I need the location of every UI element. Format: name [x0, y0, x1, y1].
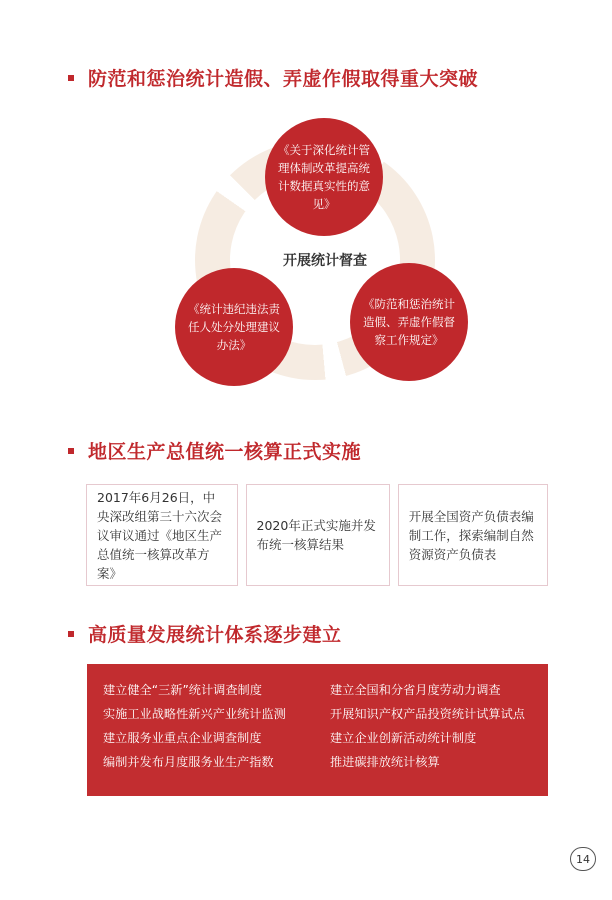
- list-item: 建立全国和分省月度劳动力调查: [330, 683, 501, 697]
- list-item: 开展知识产权产品投资统计试算试点: [330, 707, 525, 721]
- circle-opinion-text: 《关于深化统计管理体制改革提高统计数据真实性的意见》: [278, 143, 370, 211]
- supervision-diagram: [170, 118, 470, 388]
- section3-heading: [68, 620, 342, 647]
- list-item: 建立企业创新活动统计制度: [330, 731, 477, 745]
- info-box-text: 2020年正式实施并发布统一核算结果: [256, 518, 376, 552]
- info-box-reform-plan: [86, 484, 238, 586]
- heading-bullet-icon: [68, 631, 74, 637]
- diagram-center-label: 开展统计督查: [283, 253, 367, 269]
- section1-heading: [68, 64, 478, 91]
- info-box-text: 开展全国资产负债表编制工作，探索编制自然资源资产负债表: [408, 508, 534, 562]
- panel-left-column: [103, 682, 330, 796]
- heading-bullet-icon: [68, 75, 74, 81]
- page-number: 14: [570, 847, 596, 871]
- circle-opinion-document: [265, 118, 383, 236]
- list-item: 推进碳排放统计核算: [330, 755, 440, 769]
- gdp-accounting-boxes: [86, 484, 548, 586]
- info-box-text: 2017年6月26日，中央深改组第三十六次会议审议通过《地区生产总值统一核算改革方案》: [97, 489, 223, 581]
- circle-inspection-text: 《防范和惩治统计造假、弄虚作假督察工作规定》: [363, 297, 455, 347]
- section2-title: 地区生产总值统一核算正式实施: [88, 441, 362, 463]
- info-box-balance-sheet: [398, 484, 548, 586]
- list-item: 编制并发布月度服务业生产指数: [103, 755, 274, 769]
- circle-penalty-text: 《统计违纪违法责任人处分处理建议办法》: [188, 302, 280, 352]
- list-item: 建立健全“三新”统计调查制度: [103, 683, 262, 697]
- heading-bullet-icon: [68, 448, 74, 454]
- section3-title: 高质量发展统计体系逐步建立: [88, 624, 342, 646]
- circle-inspection-rules: [350, 263, 468, 381]
- statistics-system-panel: [87, 664, 548, 796]
- section1-title: 防范和惩治统计造假、弄虚作假取得重大突破: [88, 68, 479, 90]
- panel-right-column: [330, 682, 540, 796]
- circle-penalty-measures: [175, 268, 293, 386]
- list-item: 实施工业战略性新兴产业统计监测: [103, 707, 286, 721]
- section2-heading: [68, 437, 361, 464]
- info-box-implementation: [246, 484, 390, 586]
- list-item: 建立服务业重点企业调查制度: [103, 731, 262, 745]
